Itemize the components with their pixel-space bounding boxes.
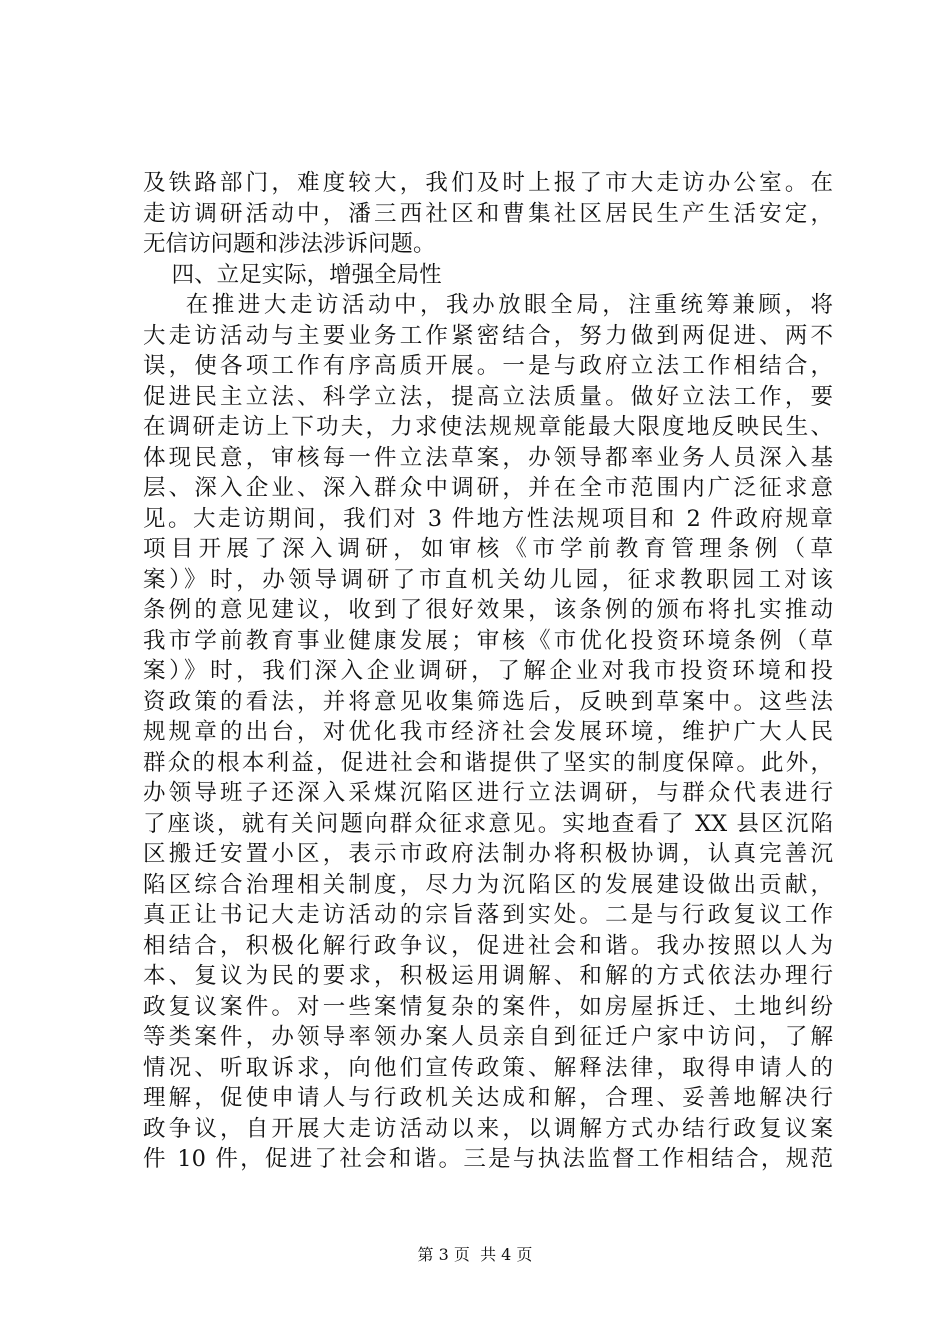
text-line: 理解，促使申请人与行政机关达成和解，合理、妥善地解决行 xyxy=(143,1085,833,1111)
text-line: 规规章的出台，对优化我市经济社会发展环境，维护广大人民 xyxy=(143,719,833,745)
page-footer: 第 3 页 共 4 页 xyxy=(417,1245,533,1264)
text-line: 区搬迁安置小区，表示市政府法制办将积极协调，认真完善沉 xyxy=(143,841,833,867)
body-text xyxy=(143,168,833,1175)
text-line: 资政策的看法，并将意见收集筛选后，反映到草案中。这些法 xyxy=(143,688,833,715)
text-line: 办领导班子还深入采煤沉陷区进行立法调研，与群众代表进行 xyxy=(143,780,833,806)
text-line: 见。大走访期间，我们对 3 件地方性法规项目和 2 件政府规章 xyxy=(143,505,833,532)
text-line: 层、深入企业、深入群众中调研，并在全市范围内广泛征求意 xyxy=(143,475,833,501)
text-line: 案）》时，办领导调研了市直机关幼儿园，征求教职园工对该 xyxy=(143,566,833,593)
text-line: 本、复议为民的要求，积极运用调解、和解的方式依法办理行 xyxy=(143,963,833,989)
text-line: 大走访活动与主要业务工作紧密结合，努力做到两促进、两不 xyxy=(143,322,833,349)
text-line: 相结合，积极化解行政争议，促进社会和谐。我办按照以人为 xyxy=(143,932,833,959)
text-line: 了座谈，就有关问题向群众征求意见。实地查看了 XX 县区沉陷 xyxy=(143,810,833,837)
text-line: 走访调研活动中，潘三西社区和曹集社区居民生产生活安定， xyxy=(143,200,833,227)
text-line: 等类案件，办领导率领办案人员亲自到征迁户家中访问，了解 xyxy=(143,1024,833,1050)
text-line: 项目开展了深入调研，如审核《市学前教育管理条例（草 xyxy=(143,536,833,562)
text-line: 政争议，自开展大走访活动以来，以调解方式办结行政复议案 xyxy=(143,1115,833,1142)
text-line: 案）》时，我们深入企业调研，了解企业对我市投资环境和投 xyxy=(143,658,833,684)
text-line: 情况、听取诉求，向他们宣传政策、解释法律，取得申请人的 xyxy=(143,1054,833,1081)
text-line: 我市学前教育事业健康发展；审核《市优化投资环境条例（草 xyxy=(143,627,833,654)
text-line: 真正让书记大走访活动的宗旨落到实处。二是与行政复议工作 xyxy=(143,902,833,928)
text-line: 在推进大走访活动中，我办放眼全局，注重统筹兼顾，将 xyxy=(143,292,833,318)
text-line: 促进民主立法、科学立法，提高立法质量。做好立法工作，要 xyxy=(143,383,833,410)
text-line: 件 10 件，促进了社会和谐。三是与执法监督工作相结合，规范 xyxy=(143,1146,833,1172)
text-line: 在调研走访上下功夫，力求使法规规章能最大限度地反映民生、 xyxy=(143,414,833,440)
text-line: 四、立足实际，增强全局性 xyxy=(143,261,442,288)
text-line: 体现民意，审核每一件立法草案，办领导都率业务人员深入基 xyxy=(143,444,833,471)
text-line: 群众的根本利益，促进社会和谐提供了坚实的制度保障。此外， xyxy=(143,749,833,776)
text-line: 无信访问题和涉法涉诉问题。 xyxy=(143,231,436,257)
text-line: 条例的意见建议，收到了很好效果，该条例的颁布将扎实推动 xyxy=(143,597,833,623)
text-line: 政复议案件。对一些案情复杂的案件，如房屋拆迁、土地纠纷 xyxy=(143,993,833,1020)
text-line: 误，使各项工作有序高质开展。一是与政府立法工作相结合， xyxy=(143,353,833,379)
text-line: 及铁路部门，难度较大，我们及时上报了市大走访办公室。在 xyxy=(143,170,833,196)
text-line: 陷区综合治理相关制度，尽力为沉陷区的发展建设做出贡献， xyxy=(143,871,833,898)
